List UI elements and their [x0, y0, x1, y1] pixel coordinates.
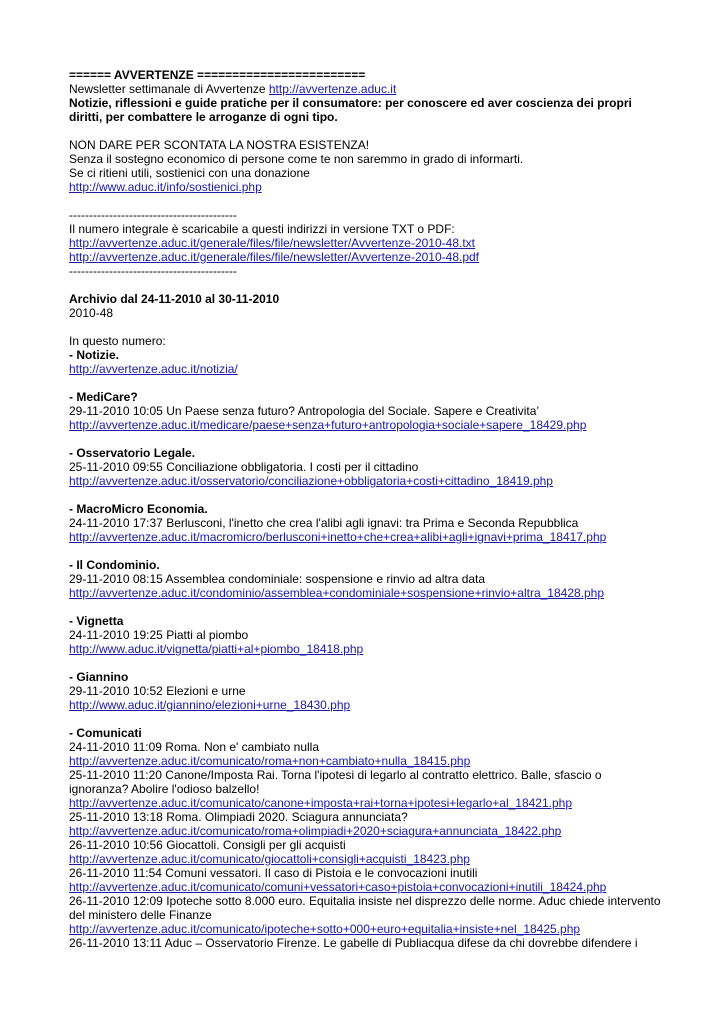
- entry-text: 24-11-2010 17:37 Berlusconi, l'inetto che crea l'alibi agli ignavi: tra Prima e Seconda Repubblica: [69, 516, 579, 530]
- separator-bottom: ------------------------------------------: [69, 264, 237, 278]
- download-pdf-link[interactable]: http://avvertenze.aduc.it/generale/files/file/newsletter/Avvertenze-2010-48.pdf: [69, 250, 480, 264]
- archive-title: Archivio dal 24-11-2010 al 30-11-2010: [69, 292, 280, 306]
- entry-link[interactable]: http://avvertenze.aduc.it/comunicato/roma+olimpiadi+2020+sciagura+annunciata_18422.php: [69, 824, 562, 838]
- entry-link[interactable]: http://avvertenze.aduc.it/macromicro/berlusconi+inetto+che+crea+alibi+agli+ignavi+prima_18417.php: [69, 530, 607, 544]
- support-heading: NON DARE PER SCONTATA LA NOSTRA ESISTENZA!: [69, 138, 370, 152]
- sections-list: [69, 348, 664, 950]
- entry-text: 25-11-2010 13:18 Roma. Olimpiadi 2020. Sciagura annunciata?: [69, 810, 408, 824]
- entry-link[interactable]: http://avvertenze.aduc.it/comunicato/giocattoli+consigli+acquisti_18423.php: [69, 852, 470, 866]
- download-text: Il numero integrale è scaricabile a questi indirizzi in versione TXT o PDF:: [69, 222, 455, 236]
- section-title: - Notizie.: [69, 348, 119, 362]
- entry-link[interactable]: http://avvertenze.aduc.it/comunicato/ipoteche+sotto+000+euro+equitalia+insiste+nel_18425.php: [69, 922, 581, 936]
- entry-text: 26-11-2010 11:54 Comuni vessatori. Il caso di Pistoia e le convocazioni inutili: [69, 866, 478, 880]
- entry-text: 24-11-2010 11:09 Roma. Non e' cambiato nulla: [69, 740, 320, 754]
- entry-text: 29-11-2010 10:05 Un Paese senza futuro? Antropologia del Sociale. Sapere e Creativita’: [69, 404, 540, 418]
- entry-text: 25-11-2010 09:55 Conciliazione obbligatoria. I costi per il cittadino: [69, 460, 419, 474]
- section-title: - Il Condominio.: [69, 558, 160, 572]
- support-text-2: Se ci ritieni utili, sostienici con una donazione: [69, 166, 310, 180]
- section-title: - Vignetta: [69, 614, 124, 628]
- newsletter-banner: ====== AVVERTENZE ========================: [69, 68, 366, 82]
- entry-link[interactable]: http://avvertenze.aduc.it/comunicato/canone+imposta+rai+torna+ipotesi+legarlo+al_18421.php: [69, 796, 573, 810]
- entry-text: 26-11-2010 12:09 Ipoteche sotto 8.000 euro. Equitalia insiste nel disprezzo delle norme. Aduc chiede intervento del ministero delle Finanze: [69, 894, 661, 922]
- entry-link[interactable]: http://avvertenze.aduc.it/medicare/paese+senza+futuro+antropologia+sociale+sapere_18429.php: [69, 418, 587, 432]
- separator-top: ------------------------------------------: [69, 208, 237, 222]
- entry-text: 29-11-2010 08:15 Assemblea condominiale: sospensione e rinvio ad altra data: [69, 572, 486, 586]
- in-this-issue-label: In questo numero:: [69, 334, 166, 348]
- entry-text: 24-11-2010 19:25 Piatti al piombo: [69, 628, 249, 642]
- entry-text: 25-11-2010 11:20 Canone/Imposta Rai. Torna l'ipotesi di legarlo al contratto elettrico. Balle, sfascio o ignoranza? Abolire l'odioso balzello!: [69, 768, 602, 796]
- avvertenze-link[interactable]: http://avvertenze.aduc.it: [268, 82, 397, 96]
- entry-link[interactable]: http://www.aduc.it/giannino/elezioni+urne_18430.php: [69, 698, 351, 712]
- download-txt-link[interactable]: http://avvertenze.aduc.it/generale/files/file/newsletter/Avvertenze-2010-48.txt: [69, 236, 476, 250]
- section-title: - Comunicati: [69, 726, 142, 740]
- section-title: - Giannino: [69, 670, 129, 684]
- entry-link[interactable]: http://avvertenze.aduc.it/osservatorio/conciliazione+obbligatoria+costi+cittadino_18419.php: [69, 474, 553, 488]
- entry-link[interactable]: http://avvertenze.aduc.it/condominio/assemblea+condominiale+sospensione+rinvio+altra_18428.php: [69, 586, 605, 600]
- section-title: - Osservatorio Legale.: [69, 446, 196, 460]
- entry-link[interactable]: http://avvertenze.aduc.it/comunicato/roma+non+cambiato+nulla_18415.php: [69, 754, 471, 768]
- support-text-1: Senza il sostegno economico di persone come te non saremmo in grado di informarti.: [69, 152, 524, 166]
- section-title: - MacroMicro Economia.: [69, 502, 208, 516]
- archive-issue: 2010-48: [69, 306, 114, 320]
- section-title: - MediCare?: [69, 390, 138, 404]
- entry-text: 26-11-2010 10:56 Giocattoli. Consigli per gli acquisti: [69, 838, 346, 852]
- entry-text: 29-11-2010 10:52 Elezioni e urne: [69, 684, 246, 698]
- newsletter-intro-text: Newsletter settimanale di Avvertenze: [69, 82, 269, 96]
- entry-link[interactable]: http://avvertenze.aduc.it/comunicato/comuni+vessatori+caso+pistoia+convocazioni+inutili_18424.php: [69, 880, 607, 894]
- support-donation-link[interactable]: http://www.aduc.it/info/sostienici.php: [69, 180, 262, 194]
- newsletter-intro: [69, 82, 664, 96]
- newsletter-tagline: Notizie, riflessioni e guide pratiche per il consumatore: per conoscere ed aver coscienza dei propri diritti, per combattere le arroganze di ogni tipo.: [69, 96, 632, 124]
- entry-link[interactable]: http://avvertenze.aduc.it/notizia/: [69, 362, 238, 376]
- entry-link[interactable]: http://www.aduc.it/vignetta/piatti+al+piombo_18418.php: [69, 642, 364, 656]
- entry-text: 26-11-2010 13:11 Aduc – Osservatorio Firenze. Le gabelle di Publiacqua difese da chi dovrebbe difendere i: [69, 936, 638, 950]
